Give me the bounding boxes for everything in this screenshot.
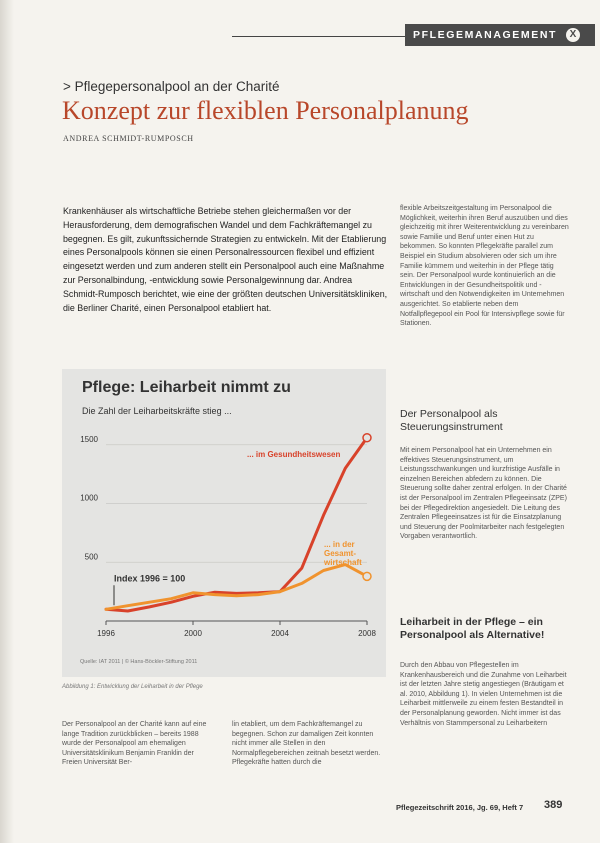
x-tick-label: 2000 bbox=[184, 629, 202, 638]
article-title: Konzept zur flexiblen Personalplanung bbox=[62, 96, 469, 125]
article-author: ANDREA SCHMIDT-RUMPOSCH bbox=[63, 134, 194, 143]
section-heading-leiharbeit: Leiharbeit in der Pflege – ein Personalpool als Alternative! bbox=[400, 616, 545, 641]
lead-paragraph: Krankenhäuser als wirtschaftliche Betriebe stehen gleichermaßen vor der Herausforderung, dem demografischen Wandel und dem Fachkräftemangel zu begegnen. Es gilt, zukunftssichernde Strategien zu entwickeln. Mit der Etablierung eines Personalpools können sie einen Personalressourcen flexibel und effizient eingesetzt werden und zum anderen stellt ein Personalpool auch eine Maßnahme zur Personalbindung, -entwicklung sowie Personalgewinnung dar. Andrea Schmidt-Rumposch berichtet, wie eine der größten deutschen Universitätskliniken, die Berliner Charité, einen Personalpool etabliert hat. bbox=[63, 206, 388, 313]
body-column-2 bbox=[232, 720, 386, 768]
section-label: PFLEGEMANAGEMENT bbox=[413, 29, 558, 41]
section-badge-icon: X bbox=[566, 28, 580, 42]
article-lead bbox=[63, 205, 388, 315]
section-heading-steuerung: Der Personalpool als Steuerungsinstrument bbox=[400, 408, 503, 433]
x-tick-label: 2008 bbox=[358, 629, 376, 638]
chart-source: Quelle: IAT 2011 | © Hans-Böckler-Stiftung 2011 bbox=[80, 659, 198, 665]
chart-figure bbox=[62, 369, 386, 677]
series-endpoint bbox=[363, 434, 371, 442]
chart-title: Pflege: Leiharbeit nimmt zu bbox=[82, 379, 291, 396]
index-note: Index 1996 = 100 bbox=[114, 573, 186, 584]
series-label: ... in der Gesamt-wirtschaft bbox=[324, 540, 362, 567]
right-column-text-1 bbox=[400, 204, 570, 329]
body-text-1: Der Personalpool an der Charité kann auf eine lange Tradition zurückblicken – bereits 1988 wurde der Personalpool am ehemaligen Universitätsklinikum Benjamin Franklin der Freien Universität Ber- bbox=[62, 721, 207, 767]
series-label: ... im Gesundheitswesen bbox=[247, 450, 341, 459]
x-tick-label: 1996 bbox=[97, 629, 115, 638]
right-text-2: Mit einem Personalpool hat ein Unternehmen ein effektives Steuerungsinstrument, um Leistungsschwankungen und kurzfristige Ausfälle in einzelnen Bereichen abfedern zu können. Die Steuerung sollte daher zentral erfolgen. In der Charité ist der Personalpool im Zentralen Pflegeeinsatz (ZPE) bei der Pflegedirektion angesiedelt. Die Leitung des Zentralen Pflegeeinsatzes ist für die Einsatzplanung und Steuerung der Poolmitarbeiter nach festgelegten Vorgaben verantwortlich. bbox=[400, 447, 567, 541]
chart-subtitle: Die Zahl der Leiharbeitskräfte stieg ... bbox=[82, 406, 232, 416]
article-kicker: > Pflegepersonalpool an der Charité bbox=[63, 79, 280, 94]
right-text-3: Durch den Abbau von Pflegestellen im Krankenhausbereich und die Zunahme von Leiharbeit ist der letzten Jahre stetig angestiegen (Bräutigam et al. 2010, Abbildung 1). In vielen Unternehmen ist die Leiharbeit mittlerweile zu einem festen Bestandteil in der Personalplanung geworden. Nicht immer ist das Verhältnis von Stammpersonal zu Leiharbeitern bbox=[400, 662, 567, 727]
body-column-1 bbox=[62, 720, 212, 768]
right-text-1: flexible Arbeitszeitgestaltung im Personalpool die Möglichkeit, weiterhin ihren Beruf auszuüben und dies gleichzeitig mit ihrer Weiterentwicklung zu vereinbaren sowie Familie und Beruf unter einen Hut zu bekommen. So konnten Pflegekräfte parallel zum Beispiel ein Studium absolvieren oder sich um ihre Familie kümmern und weiterhin in der Pflege tätig sein. Der Personalpool wurde kontinuierlich an die Entwicklungen in der Gesundheitspolitik und -wirtschaft und den Notwendigkeiten im Unternehmen ausgerichtet. So etablierte neben dem Notfallpflegepool ein Pool für Intensivpflege sowie für Stationen. bbox=[400, 205, 569, 328]
chart-plot bbox=[62, 369, 386, 677]
y-tick-label: 500 bbox=[84, 552, 98, 562]
figure-caption: Abbildung 1: Entwicklung der Leiharbeit in der Pflege bbox=[62, 684, 203, 690]
page-fold-shadow bbox=[0, 0, 14, 843]
x-tick-label: 2004 bbox=[271, 629, 289, 638]
body-text-2: lin etabliert, um dem Fachkräftemangel zu begegnen. Schon zur damaligen Zeit konnten nicht immer alle Stellen in den Normalpflegebereichen zeitnah besetzt werden. Pflegekräfte hatten durch die bbox=[232, 721, 381, 767]
series-endpoint bbox=[363, 572, 371, 580]
right-column-text-3 bbox=[400, 661, 570, 728]
journal-footer: Pflegezeitschrift 2016, Jg. 69, Heft 7 bbox=[396, 803, 524, 812]
y-tick-label: 1500 bbox=[80, 434, 98, 444]
page-number: 389 bbox=[544, 799, 563, 811]
y-tick-label: 1000 bbox=[80, 493, 98, 503]
series-line bbox=[106, 565, 367, 610]
series-line bbox=[106, 438, 367, 611]
right-column-text-2 bbox=[400, 446, 570, 542]
